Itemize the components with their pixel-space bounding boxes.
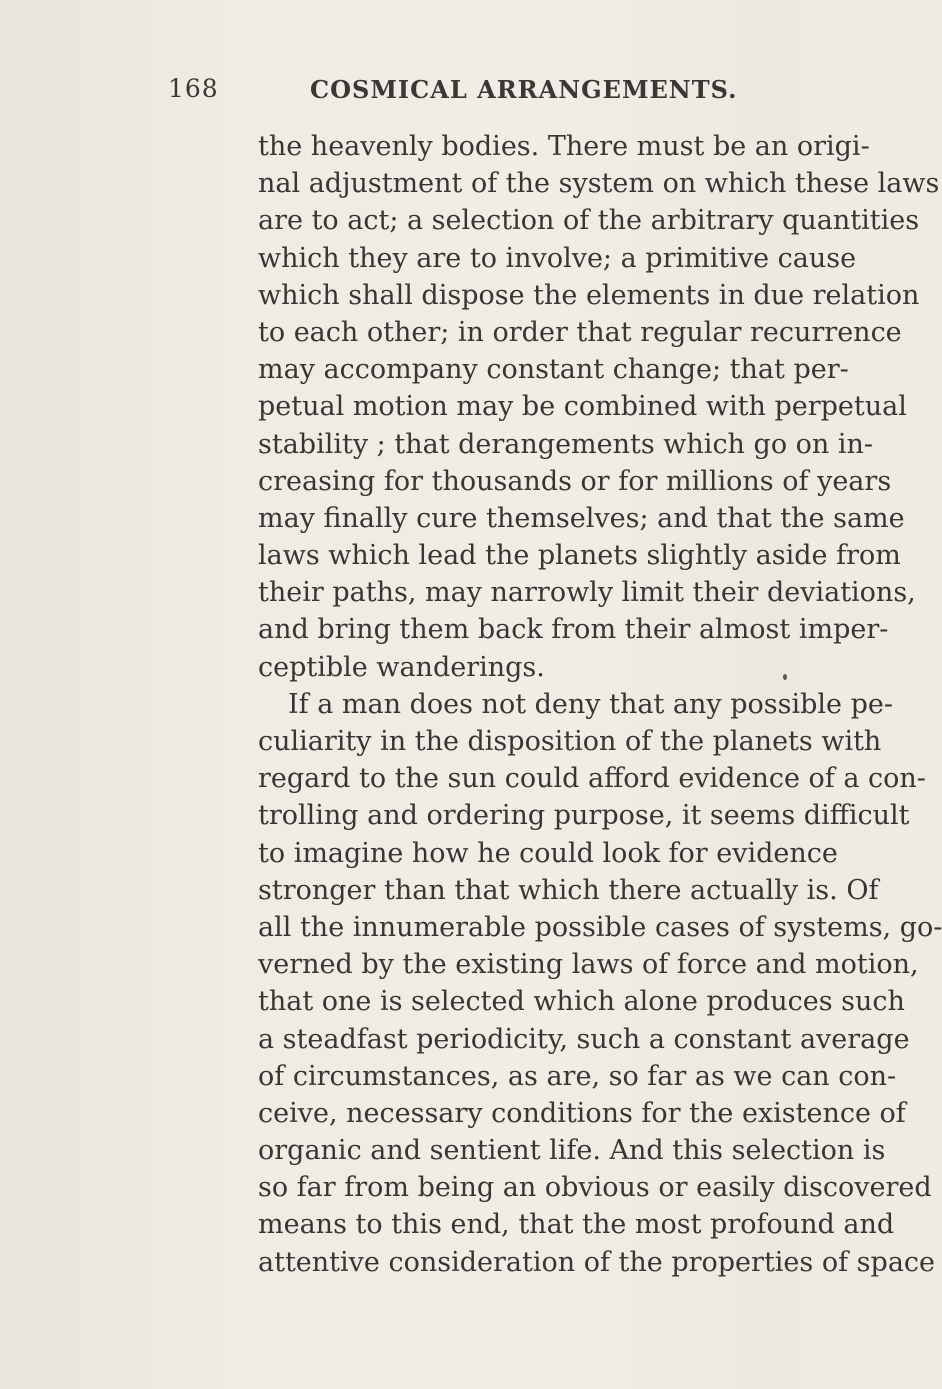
text-line: ceptible wanderings. bbox=[258, 651, 545, 683]
text-line: which shall dispose the elements in due relation bbox=[258, 279, 920, 311]
text-line: attentive consideration of the properties of space bbox=[258, 1246, 936, 1278]
text-line: verned by the existing laws of force and motion, bbox=[258, 949, 919, 981]
text-line: trolling and ordering purpose, it seems difficult bbox=[258, 800, 910, 832]
text-line: may finally cure themselves; and that the same bbox=[258, 502, 905, 534]
text-line: their paths, may narrowly limit their deviations, bbox=[258, 577, 916, 609]
text-line: all the innumerable possible cases of systems, go- bbox=[258, 911, 942, 943]
text-line: means to this end, that the most profound and bbox=[258, 1209, 895, 1241]
text-line: may accompany constant change; that per- bbox=[258, 354, 849, 386]
text-line: nal adjustment of the system on which these laws bbox=[258, 168, 940, 200]
text-line: to imagine how he could look for evidence bbox=[258, 837, 838, 869]
text-line: petual motion may be combined with perpetual bbox=[258, 391, 907, 423]
running-title: COSMICAL ARRANGEMENTS. bbox=[310, 75, 738, 104]
text-line: stability ; that derangements which go on in- bbox=[258, 428, 874, 460]
text-line: laws which lead the planets slightly aside from bbox=[258, 540, 901, 572]
text-line: regard to the sun could afford evidence of a con- bbox=[258, 763, 926, 795]
body-text bbox=[258, 128, 942, 1281]
text-line: organic and sentient life. And this selection is bbox=[258, 1135, 886, 1167]
page-number: 168 bbox=[168, 74, 219, 103]
text-line: that one is selected which alone produces such bbox=[258, 986, 905, 1018]
text-line: If a man does not deny that any possible pe- bbox=[288, 688, 893, 720]
ink-speck bbox=[783, 674, 787, 680]
text-line: so far from being an obvious or easily discovered bbox=[258, 1172, 932, 1204]
text-line: are to act; a selection of the arbitrary quantities bbox=[258, 205, 920, 237]
text-line: the heavenly bodies. There must be an origi- bbox=[258, 131, 870, 162]
text-line: and bring them back from their almost imper- bbox=[258, 614, 889, 646]
running-head bbox=[168, 74, 768, 114]
text-line: creasing for thousands or for millions of years bbox=[258, 465, 892, 497]
text-line: a steadfast periodicity, such a constant average bbox=[258, 1023, 910, 1055]
text-line: ceive, necessary conditions for the existence of bbox=[258, 1097, 906, 1129]
text-line: which they are to involve; a primitive cause bbox=[258, 242, 857, 274]
text-line: stronger than that which there actually is. Of bbox=[258, 874, 879, 906]
text-line: to each other; in order that regular recurrence bbox=[258, 316, 902, 348]
text-line: culiarity in the disposition of the planets with bbox=[258, 726, 882, 757]
text-line: of circumstances, as are, so far as we can con- bbox=[258, 1060, 897, 1092]
